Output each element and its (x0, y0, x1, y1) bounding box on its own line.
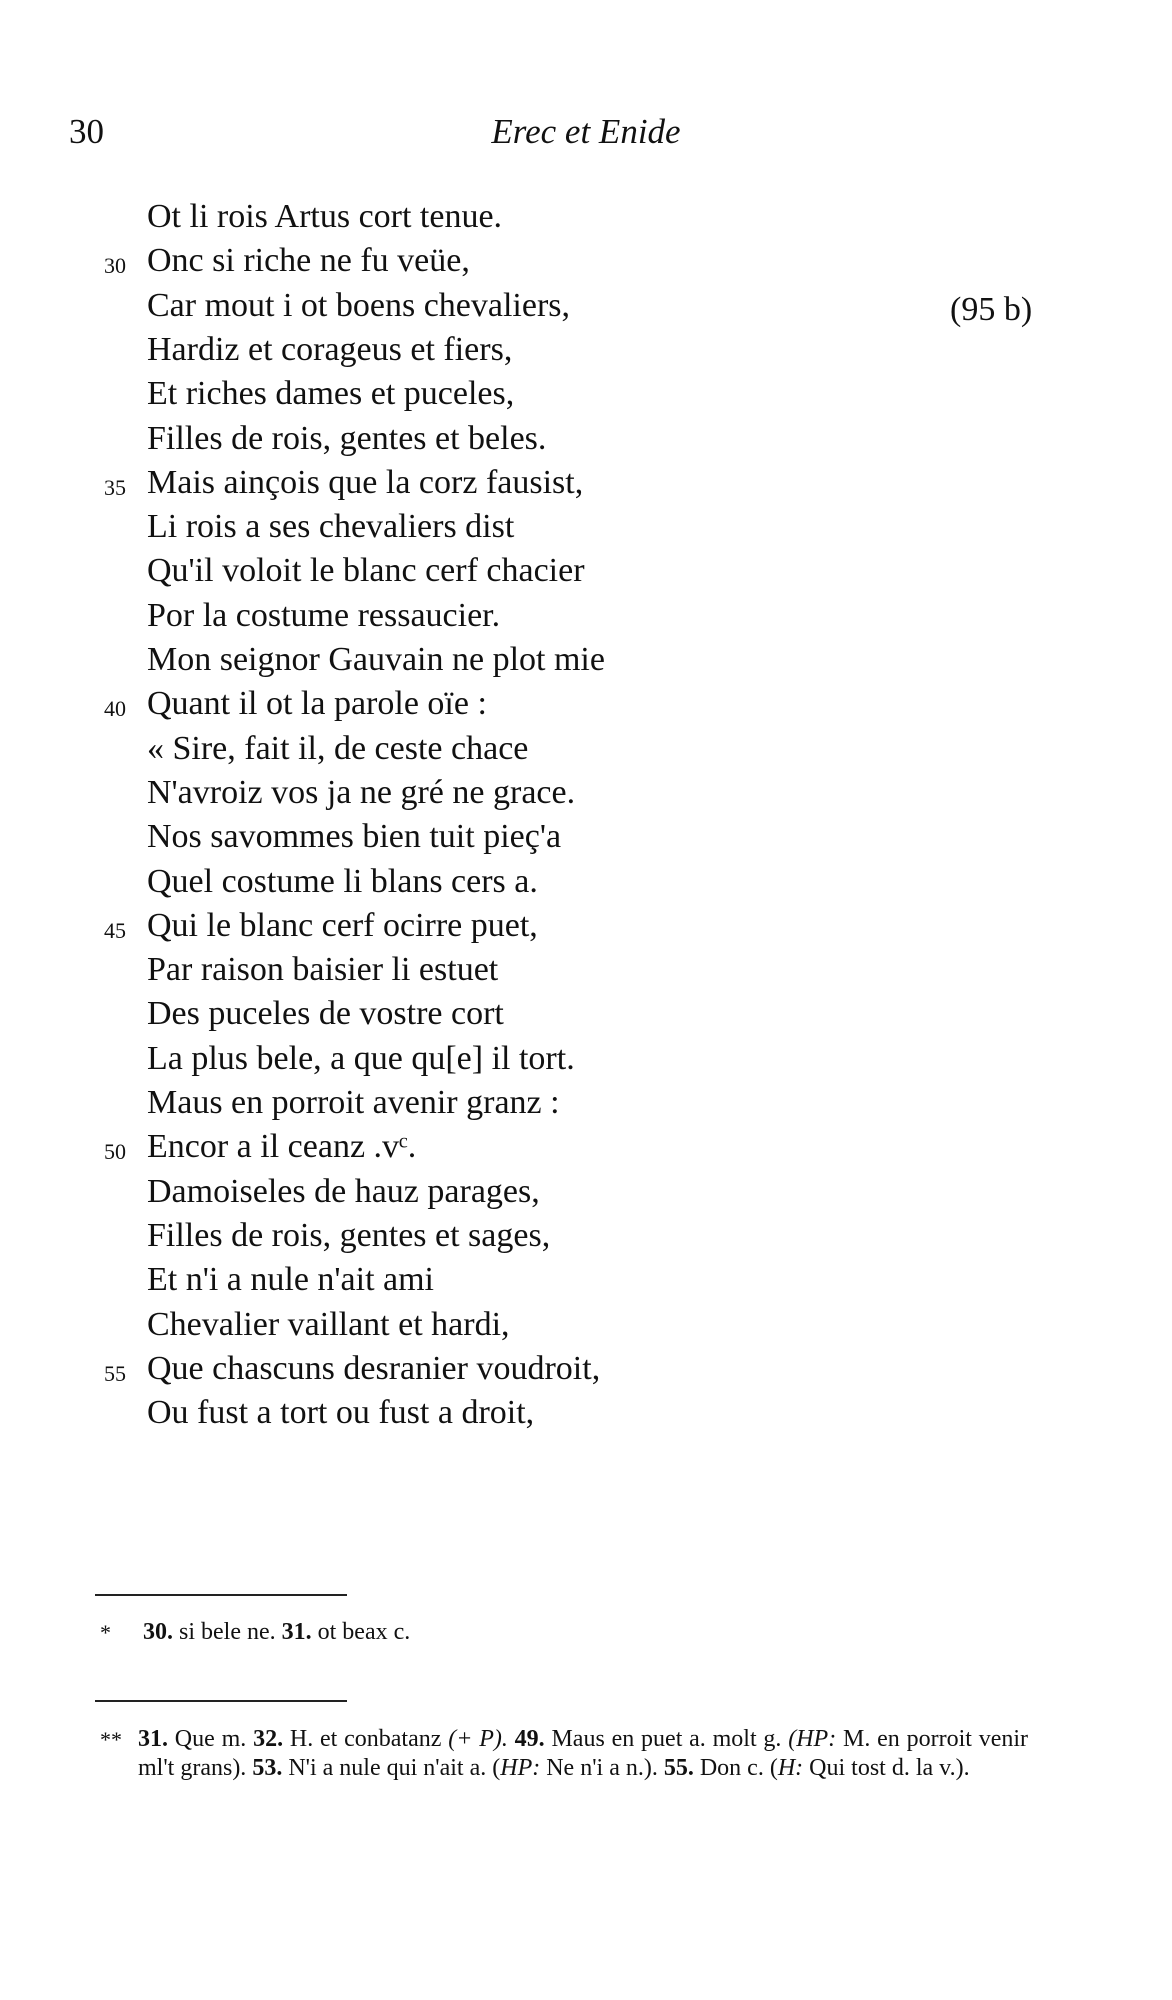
verse-line: Filles de rois, gentes et sages, (147, 1217, 551, 1254)
footnote-2-var-49b: M. en porroit venir ml't grans). (138, 1726, 1029, 1781)
footnote-2-var-53b: Ne n'i a n.). (540, 1755, 664, 1781)
line-number: 50 (104, 1139, 126, 1164)
verse-line: Maus en porroit avenir granz : (147, 1084, 560, 1121)
verse-line: Chevalier vaillant et hardi, (147, 1306, 510, 1343)
verse-line: Ou fust a tort ou fust a droit, (147, 1394, 535, 1431)
line-number: 30 (104, 253, 126, 278)
verse-line: Li rois a ses chevaliers dist (147, 508, 515, 545)
verse-line: « Sire, fait il, de ceste chace (147, 730, 529, 767)
footnote-2-var-55: Don c. ( (693, 1755, 778, 1781)
footnote-2-siglum-53: HP: (500, 1755, 541, 1781)
footnote-2-siglum-49: (HP: (788, 1726, 837, 1752)
verse-line: Que chascuns desranier voudroit, (147, 1350, 601, 1387)
verse-line: Ot li rois Artus cort tenue. (147, 198, 503, 235)
verse-line: Des puceles de vostre cort (147, 995, 504, 1032)
verse-line: Qui le blanc cerf ocirre puet, (147, 907, 538, 944)
footnote-1-line-ref-31: 31. (281, 1619, 312, 1645)
footnote-1-variant-30: si bele ne. (173, 1619, 282, 1645)
footnote-2-var-53: N'i a nule qui n'ait a. ( (282, 1755, 501, 1781)
verse-line: Hardiz et corageus et fiers, (147, 331, 513, 368)
line-number: 55 (104, 1361, 126, 1386)
footnote-2-var-32: H. et conbatanz (283, 1726, 449, 1752)
footnote-2-mark: ** (100, 1727, 122, 1752)
verse-line: Damoiseles de hauz parages, (147, 1173, 540, 1210)
footnote-2-ref-32: 32. (253, 1726, 284, 1752)
line-number: 45 (104, 918, 126, 943)
footnote-2-var-31: Que m. (168, 1726, 254, 1752)
footnote-2-var-49: Maus en puet a. molt g. (544, 1726, 789, 1752)
verse-line: Car mout i ot boens chevaliers, (147, 287, 571, 324)
marginal-reference: (95 b) (950, 291, 1033, 328)
verse-line: La plus bele, a que qu[e] il tort. (147, 1040, 575, 1077)
footnote-2-ref-31: 31. (138, 1726, 168, 1752)
footnote-2-ref-55: 55. (663, 1755, 694, 1781)
verse-line: Mais ainçois que la corz fausist, (147, 464, 584, 501)
footnote-1-mark: * (100, 1620, 111, 1645)
footnote-rule-2 (95, 1700, 347, 1702)
footnote-rule-1 (95, 1594, 347, 1596)
verse-line: Et riches dames et puceles, (147, 375, 515, 412)
footnote-2-siglum-55: H: (777, 1755, 804, 1781)
page-number: 30 (69, 112, 104, 151)
footnote-2-siglum-32: (+ P). (448, 1726, 508, 1752)
verse-line: Mon seignor Gauvain ne plot mie (147, 641, 605, 678)
footnote-2-text (138, 1725, 1028, 1783)
verse-line: Por la costume ressaucier. (147, 597, 501, 634)
footnote-1-variant-31: ot beax c. (311, 1619, 411, 1645)
footnote-2-var-55b: Qui tost d. la v.). (803, 1755, 970, 1781)
footnote-1-text (143, 1618, 1033, 1647)
footnote-2-ref-49: 49. (514, 1726, 545, 1752)
verse-line: Qu'il voloit le blanc cerf chacier (147, 552, 585, 589)
footnote-2-ref-53: 53. (252, 1755, 283, 1781)
verse-line: N'avroiz vos ja ne gré ne grace. (147, 774, 576, 811)
verse-line: Encor a il ceanz .vᶜ. (147, 1128, 417, 1165)
verse-line: Quel costume li blans cers a. (147, 863, 538, 900)
footnote-1-line-ref-30: 30. (143, 1619, 173, 1645)
verse-line: Nos savommes bien tuit pieç'a (147, 818, 562, 855)
verse-line: Filles de rois, gentes et beles. (147, 420, 547, 457)
line-number: 35 (104, 475, 126, 500)
line-number: 40 (104, 696, 126, 721)
verse-line: Par raison baisier li estuet (147, 951, 499, 988)
verse-line: Quant il ot la parole oïe : (147, 685, 487, 722)
verse-line: Onc si riche ne fu veüe, (147, 242, 470, 279)
verse-line: Et n'i a nule n'ait ami (147, 1261, 435, 1298)
running-title: Erec et Enide (491, 112, 681, 151)
